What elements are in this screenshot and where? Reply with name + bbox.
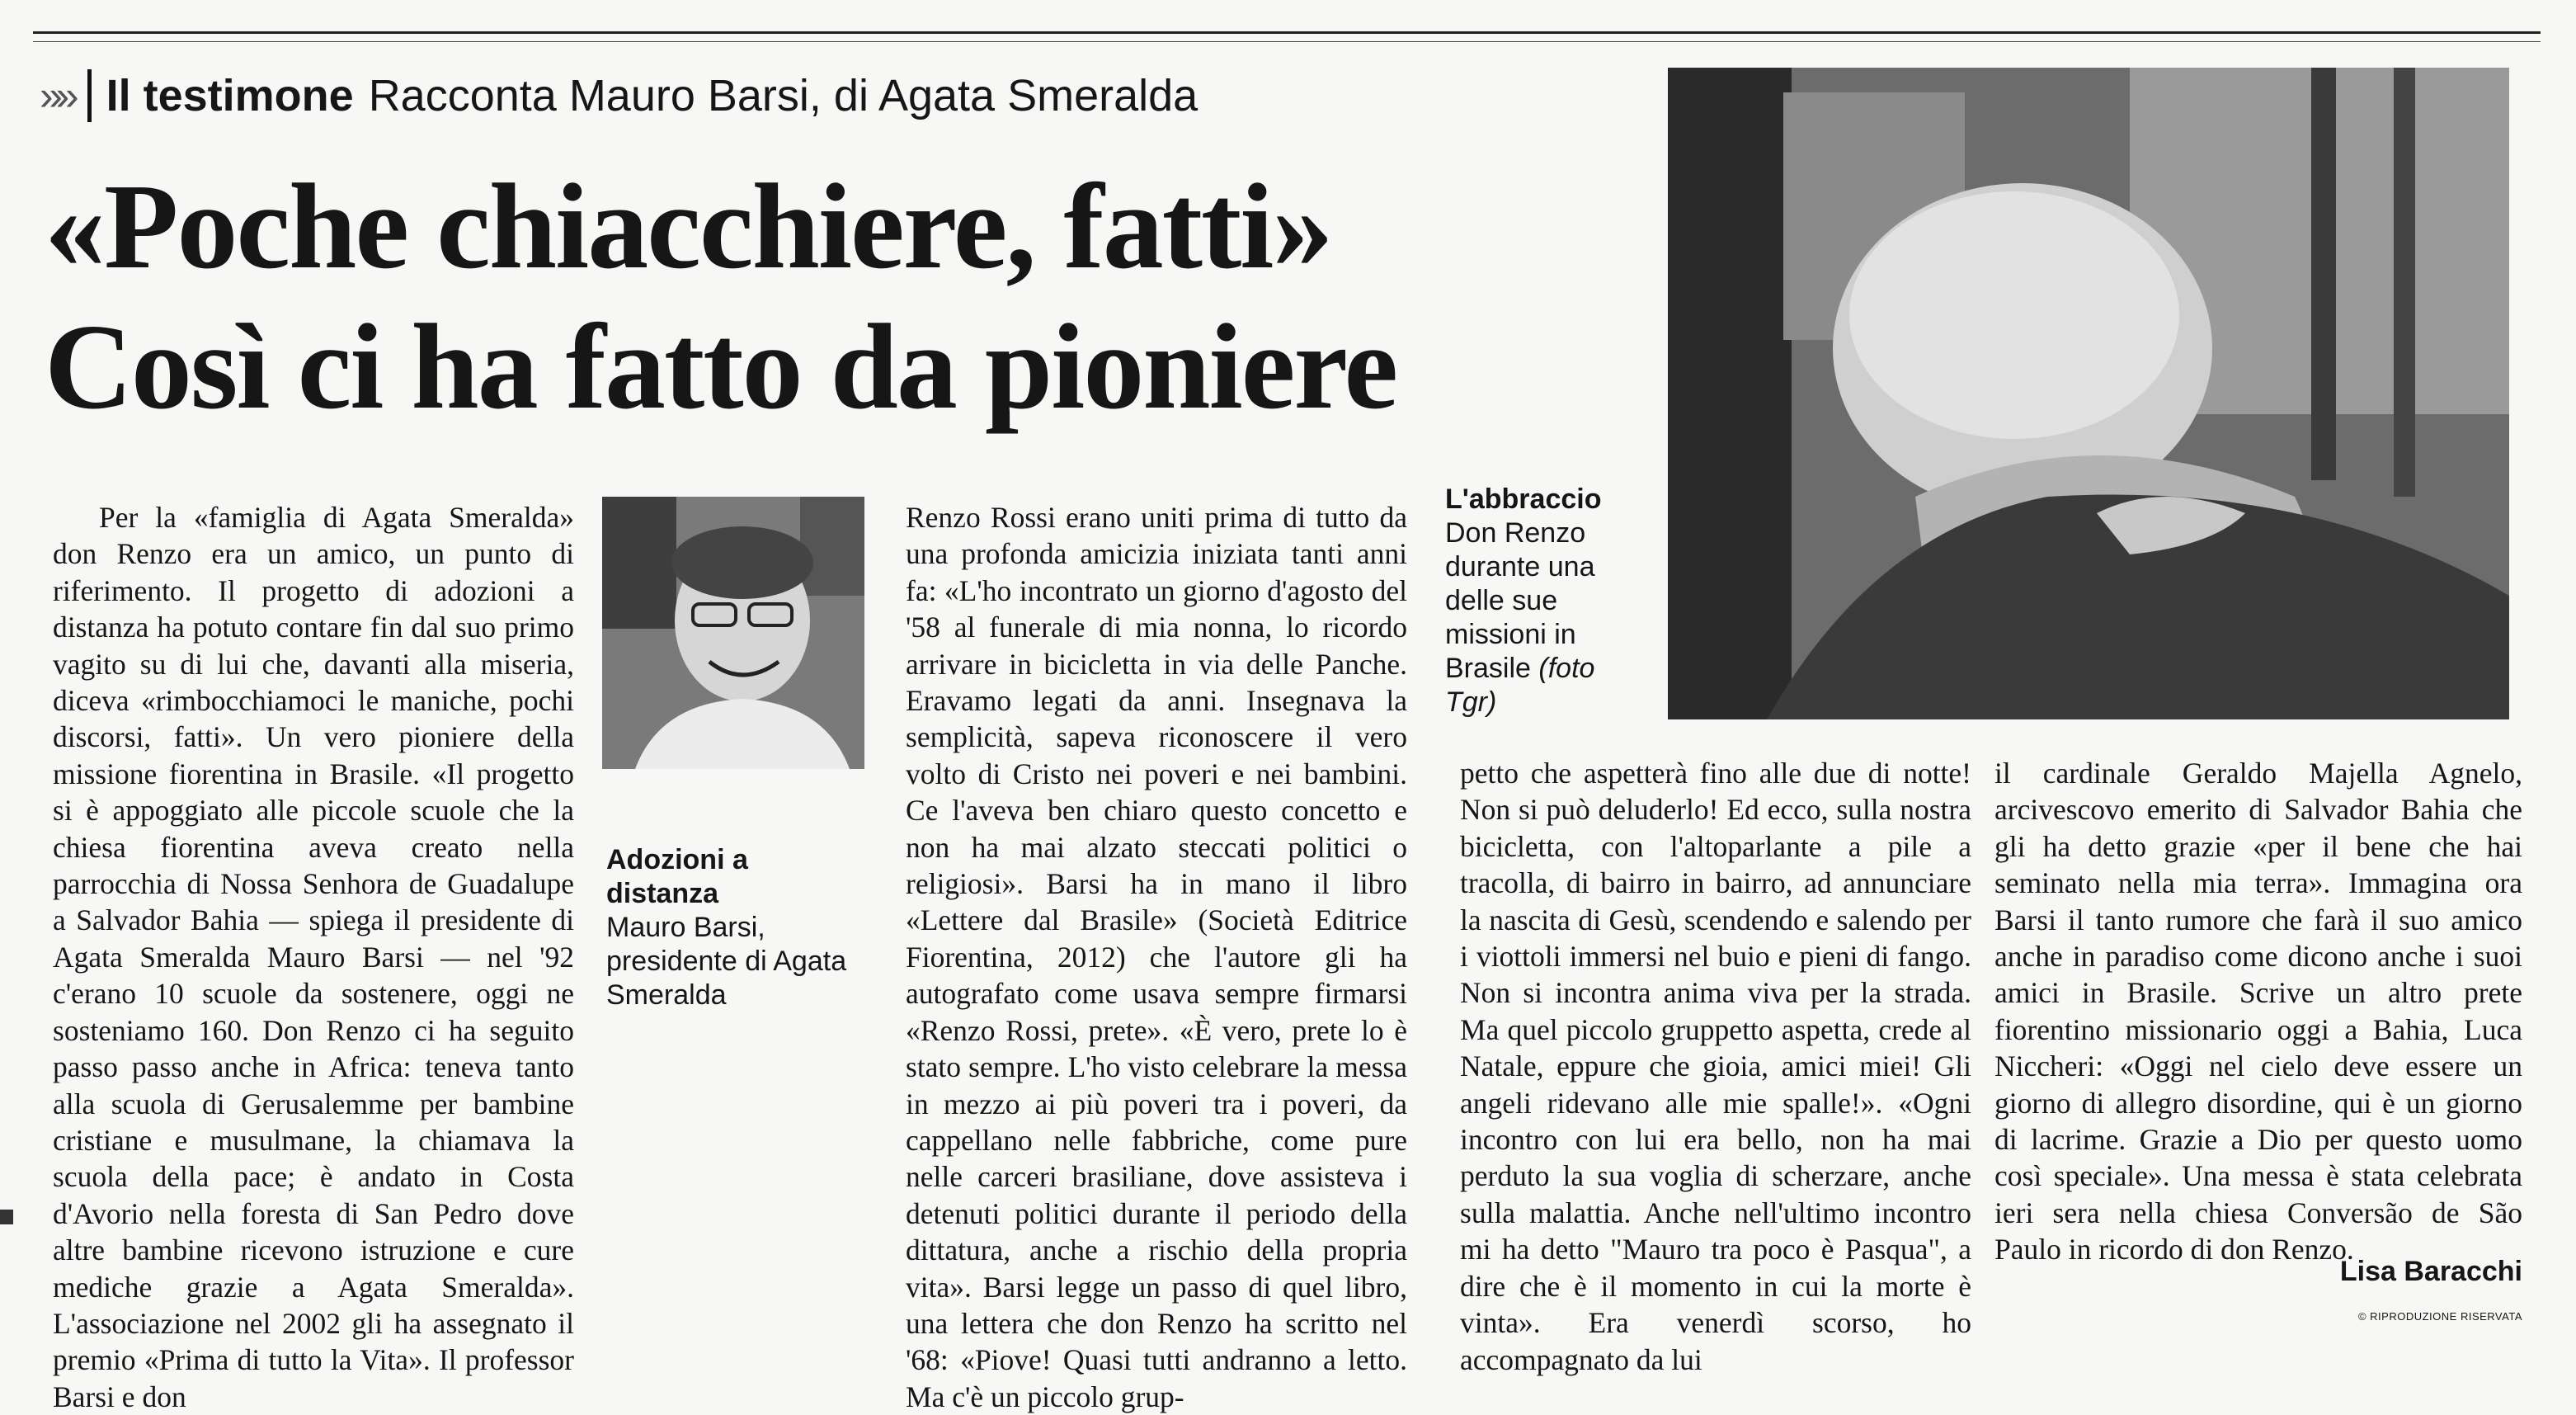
caption-title: Adozioni a distanza [606,844,748,909]
headline [45,157,1694,437]
copyright-notice: © RIPRODUZIONE RISERVATA [2357,1310,2522,1323]
body-column-1: Per la «famiglia di Agata Smeralda» don Renzo era un amico, un punto di riferimento. Il progetto di adozioni a distanza ha potuto contare fin dal suo primo vagito su di lui che, davanti alla miseria, diceva «rimbocchiamoci le maniche, pochi discorsi, fatti». Un vero pioniere della missione fiorentina in Brasile. «Il progetto si è appoggiato alle piccole scuole che la chiesa fiorentina aveva creato nella parrocchia di Nossa Senhora de Guadalupe a Salvador Bahia — spiega il presidente di Agata Smeralda Mauro Barsi — nel '92 c'erano 10 scuole da sostenere, oggi ne sosteniamo 160. Don Renzo ci ha seguito passo passo anche in Africa: teneva tanto alla scuola di Gerusalemme per bambine cristiane e musulmane, la chiamava la scuola della pace; è andato in Costa d'Avorio nella foresta di San Pedro dove altre bambine ricevono istruzione e cure mediche grazie a Agata Smeralda». L'associazione nel 2002 gli ha assegnato il premio «Prima di tutto la Vita». Il professor Barsi e don [53,501,574,1413]
author-byline: Lisa Baracchi [2339,1256,2522,1287]
headline-line-2: Così ci ha fatto da pioniere [45,300,1397,435]
headline-line-1: «Poche chiacchiere, fatti» [45,159,1332,295]
embrace-photo-don-renzo [1668,68,2509,719]
body-column-2: Renzo Rossi erano uniti prima di tutto da una profonda amicizia iniziata tanti anni fa: «L'ho incontrato un giorno d'agosto del '58 al funerale di mia nonna, lo ricordo arrivare in bicicletta in via delle Panche. Eravamo legati da anni. Insegnava la semplicità, sapeva riconoscere il vero volto di Cristo nei poveri e nei bambini. Ce l'aveva ben chiaro questo concetto e non ha mai alzato steccati politici o religiosi». Barsi ha in mano il libro «Lettere dal Brasile» (Società Editrice Fiorentina, 2012) che l'autore gli ha autografato come usava sempre firmarsi «Renzo Rossi, prete». «È vero, prete lo è stato sempre. L'ho visto celebrare la messa in mezzo ai più poveri tra i poveri, da cappellano nelle fabbriche, come pure nelle carceri brasiliane, dove assisteva i detenuti politici durante il periodo della dittatura, anche a rischio della propria vita». Barsi legge un passo di quel libro, una lettera che don Renzo ha scritto nel '68: «Piove! Quasi tutti andranno a letto. Ma c'è un piccolo grup- [906,501,1407,1413]
kicker-subtitle: Racconta Mauro Barsi, di Agata Smeralda [368,71,1199,120]
caption-text: Don Renzo durante una delle sue missioni in Brasile [1445,517,1595,684]
top-rule [33,31,2541,34]
caption-text: Mauro Barsi, presidente di Agata Smeralda [606,912,847,1011]
caption-title: L'abbraccio [1445,483,1602,515]
photo-caption-abbraccio [1445,483,1651,719]
kicker [40,63,1198,129]
body-column-4: il cardinale Geraldo Majella Agnelo, arcivescovo emerito di Salvador Bahia che gli ha detto grazie «per il bene che hai seminato nella mia terra». Immagina ora Barsi il tanto rumore che farà il suo amico anche in paradiso come dicono anche i suoi amici in Brasile. Scrive un altro prete fiorentino missionario oggi a Bahia, Luca Niccheri: «Oggi nel cielo deve essere un giorno di allegro disordine, qui è un giorno di lacrime. Grazie a Dio per questo uomo così speciale». Una messa è stata celebrata ieri sera nella chiesa Conversão de São Paulo in ricordo di don Renzo. [1994,757,2522,1266]
photo-caption-adozioni [606,843,854,1012]
portrait-photo-mauro-barsi [602,497,864,769]
photo-credit: (foto Tgr) [1445,653,1595,718]
double-chevron-icon: »» [40,73,73,119]
scan-edge-mark [0,1210,13,1224]
body-column-3: petto che aspetterà fino alle due di notte! Non si può deluderlo! Ed ecco, sulla nostra bicicletta, con l'altoparlante a pile a tracolla, di bairro in bairro, ad annunciare la nascita di Gesù, scendendo e salendo per i viottoli immersi nel buio e pieni di fango. Non si incontra anima viva per la strada. Ma quel piccolo gruppetto aspetta, crede al Natale, eppure che gioia, amici miei! Gli angeli ridevano alle mie spalle!». «Ogni incontro con lui era bello, non ha mai perduto la sua voglia di scherzare, anche sulla malattia. Anche nell'ultimo incontro mi ha detto "Mauro tra poco è Pasqua", a dire che è il momento in cui la morte è vinta». Era venerdì scorso, ho accompagnato da lui [1460,757,1971,1376]
section-label: Il testimone [106,71,354,120]
top-rule-thin [33,41,2541,42]
kicker-divider [87,69,92,122]
